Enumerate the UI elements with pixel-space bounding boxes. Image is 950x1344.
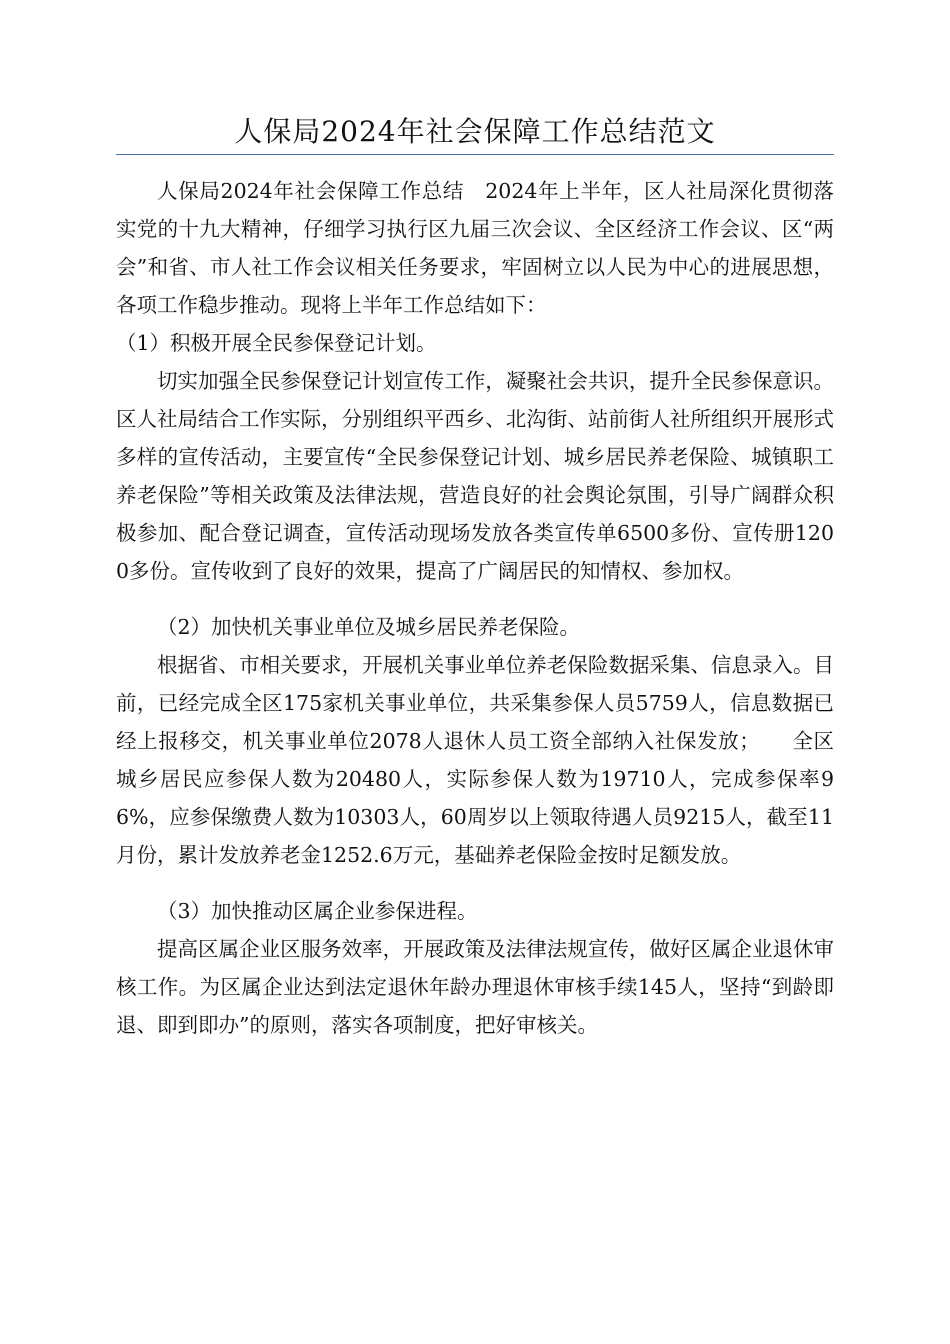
document-title: 人保局2024年社会保障工作总结范文 [234, 115, 716, 148]
section-heading-1: （1）积极开展全民参保登记计划。 [116, 331, 437, 355]
section-2-paragraph: 根据省、市相关要求，开展机关事业单位养老保险数据采集、信息录入。目前，已经完成全区175家机关事业单位，共采集参保人员5759人，信息数据已经上报移交，机关事业单位2078人退休人员工资全部纳入社保发放； 全区城乡居民应参保人数为20480人，实际参保人数为19710人，完成参保率96%，应参保缴费人数为10303人，60周岁以上领取待遇人员9215人，截至11月份，累计发放养老金1252.6万元，基础养老保险金按时足额发放。 [116, 653, 834, 867]
section-3-paragraph: 提高区属企业区服务效率，开展政策及法律法规宣传，做好区属企业退休审核工作。为区属企业达到法定退休年龄办理退休审核手续145人，坚持“到龄即退、即到即办”的原则，落实各项制度，把好审核关。 [116, 937, 834, 1037]
section-1-paragraph: 切实加强全民参保登记计划宣传工作，凝聚社会共识，提升全民参保意识。区人社局结合工作实际，分别组织平西乡、北沟街、站前街人社所组织开展形式多样的宣传活动，主要宣传“全民参保登记计划、城乡居民养老保险、城镇职工养老保险”等相关政策及法律法规，营造良好的社会舆论氛围，引导广阔群众积极参加、配合登记调查，宣传活动现场发放各类宣传单6500多份、宣传册1200多份。宣传收到了良好的效果，提高了广阔居民的知情权、参加权。 [116, 369, 834, 583]
title-underline [116, 154, 834, 155]
intro-paragraph: 人保局2024年社会保障工作总结 2024年上半年，区人社局深化贯彻落实党的十九大精神，仔细学习执行区九届三次会议、全区经济工作会议、区“两会”和省、市人社工作会议相关任务要求，牢固树立以人民为中心的进展思想，各项工作稳步推动。现将上半年工作总结如下： [116, 179, 834, 317]
section-heading-3: （3）加快推动区属企业参保进程。 [157, 899, 478, 923]
document-body [116, 172, 834, 1044]
section-heading-2: （2）加快机关事业单位及城乡居民养老保险。 [157, 615, 581, 639]
